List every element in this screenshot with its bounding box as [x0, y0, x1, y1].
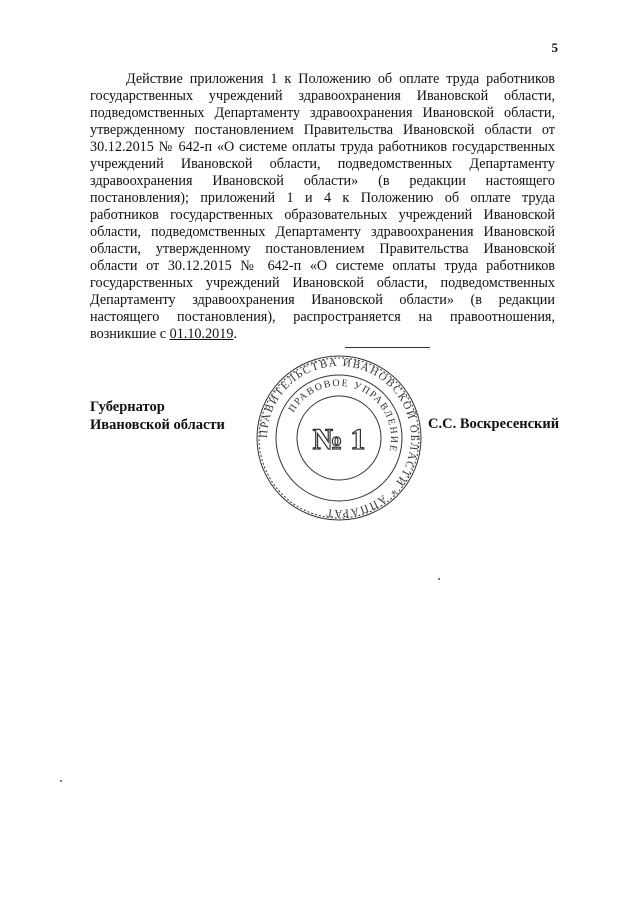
- signatory-position: [90, 398, 225, 434]
- scan-speck: [438, 578, 440, 580]
- scan-speck: [555, 245, 556, 246]
- effective-date: 01.10.2019: [169, 326, 234, 342]
- seal-inner-text: ПРАВОВОЕ УПРАВЛЕНИЕ: [286, 377, 400, 454]
- seal-center-number: № 1: [312, 423, 366, 456]
- body-text-end: .: [233, 326, 237, 342]
- signatory-position-line2: Ивановской области: [90, 417, 225, 433]
- signatory-name: С.С. Воскресенский: [428, 416, 560, 432]
- signatory-position-line1: Губернатор: [90, 399, 165, 415]
- date-underline-rule: [345, 347, 430, 348]
- seal-ring-text: ПРАВИТЕЛЬСТВА ИВАНОВСКОЙ ОБЛАСТИ * АППАРАТ: [257, 356, 421, 520]
- body-text-main: Действие приложения 1 к Положению об оплате труда работников государственных учреждений здравоохранения Ивановской области, подведомственных Департаменту здравоохранения Ивановской области, утвержденному постановлением Правительства Ивановской области от 30.12.2015 № 642-п «О системе оплаты труда работников государственных учреждений Ивановской области, подведомственных Департаменту здравоохранения Ивановской области» (в редакции настоящего постановления); приложений 1 и 4 к Положению об оплате труда работников государственных образовательных учреждений Ивановской области, подведомственных Департаменту здравоохранения Ивановской области, утвержденному постановлением Правительства Ивановской области от 30.12.2015 № 642-п «О системе оплаты труда работников государственных учреждений Ивановской области, подведомственных Департаменту здравоохранения Ивановской области» (в редакции настоящего постановления), распространяется на правоотношения, возникшие с: [90, 71, 555, 342]
- official-seal-stamp: [255, 354, 423, 522]
- scan-speck: [60, 780, 62, 782]
- body-paragraph: [90, 71, 555, 343]
- page-number: 5: [551, 40, 558, 55]
